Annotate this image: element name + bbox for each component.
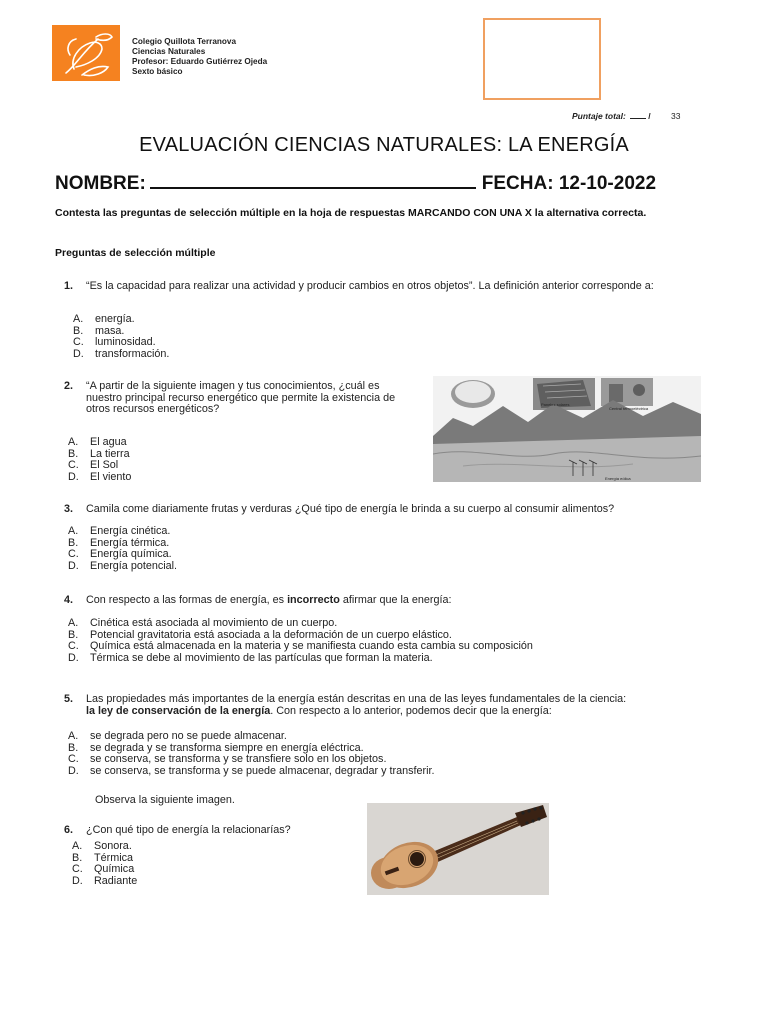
option-text: Térmica se debe al movimiento de las partículas que forman la materia. <box>90 651 433 664</box>
school-name: Colegio Quillota Terranova <box>132 37 237 46</box>
option-letter: C. <box>72 863 83 875</box>
option-text: energía. <box>95 313 135 325</box>
name-date-row <box>55 171 656 195</box>
question-5-options <box>68 731 434 777</box>
question-6-intro: Observa la siguiente imagen. <box>95 794 235 806</box>
question-4-options <box>68 618 533 664</box>
school-subject: Ciencias Naturales <box>132 47 206 56</box>
option-a[interactable] <box>72 841 137 853</box>
instructions: Contesta las preguntas de selección múltiple en la hoja de respuestas MARCANDO CON UNA X la alternativa correcta. <box>55 207 647 219</box>
option-letter: C. <box>68 548 79 560</box>
option-a[interactable] <box>73 314 169 326</box>
option-text: Sonora. <box>94 840 132 852</box>
option-letter: A. <box>72 840 83 852</box>
question-text: “A partir de la siguiente imagen y tus conocimientos, ¿cuál es nuestro principal recurso energético que permite la existencia de otros recursos energéticos? <box>86 380 396 415</box>
option-text: El agua <box>90 436 127 448</box>
option-text: El viento <box>90 470 132 483</box>
option-letter: D. <box>68 559 79 572</box>
question-text <box>86 694 746 717</box>
option-a[interactable] <box>68 618 533 630</box>
option-a[interactable] <box>68 437 131 449</box>
option-letter: D. <box>72 874 83 887</box>
option-d[interactable] <box>68 472 131 484</box>
question-1-options <box>73 314 169 360</box>
name-label: NOMBRE: <box>55 173 146 194</box>
option-text: El Sol <box>90 459 119 471</box>
option-d[interactable] <box>68 766 434 778</box>
option-c[interactable] <box>72 864 137 876</box>
option-text: se conserva, se transforma y se transfiere solo en los objetos. <box>90 753 387 765</box>
school-grade: Sexto básico <box>132 67 183 76</box>
text-part: . Con respecto a lo anterior, podemos decir que la energía: <box>270 704 552 717</box>
option-letter: D. <box>68 651 79 664</box>
option-c[interactable] <box>68 549 177 561</box>
leaf-logo-icon <box>52 25 120 81</box>
option-letter: B. <box>68 628 79 641</box>
score-line <box>572 110 680 121</box>
question-number: 4. <box>64 594 74 606</box>
option-text: Energía química. <box>90 548 172 560</box>
option-text: luminosidad. <box>95 336 156 348</box>
section-title: Preguntas de selección múltiple <box>55 247 216 259</box>
score-total: 33 <box>670 111 681 121</box>
option-letter: B. <box>68 741 79 754</box>
image-label: Energía eólica <box>605 476 631 481</box>
charango-icon <box>367 803 549 895</box>
option-text: Química <box>94 863 135 875</box>
score-separator: / <box>648 111 651 121</box>
question-number: 6. <box>64 824 74 836</box>
question-3-options <box>68 526 177 572</box>
charango-image <box>367 803 549 895</box>
text-part: afirmar que la energía: <box>339 594 452 606</box>
option-text: Potencial gravitatoria está asociada a la deformación de un cuerpo elástico. <box>90 628 452 641</box>
option-letter: B. <box>68 536 79 549</box>
image-label: Paneles solares <box>541 402 570 407</box>
option-letter: D. <box>73 347 84 360</box>
question-number: 2. <box>64 380 74 392</box>
school-info <box>132 37 267 77</box>
option-letter: A. <box>68 730 79 742</box>
question-text: “Es la capacidad para realizar una actividad y producir cambios en otros objetos”. La definición anterior corresponde a: <box>86 280 654 292</box>
question-number: 1. <box>64 280 74 292</box>
option-c[interactable] <box>68 754 434 766</box>
option-letter: A. <box>68 436 79 448</box>
option-text: masa. <box>95 324 125 337</box>
question-line-2 <box>86 706 746 718</box>
option-text: se degrada pero no se puede almacenar. <box>90 730 287 742</box>
score-label: Puntaje total: <box>572 111 626 121</box>
option-d[interactable] <box>68 561 177 573</box>
option-d[interactable] <box>73 349 169 361</box>
option-text: Energía térmica. <box>90 536 170 549</box>
option-text: se degrada y se transforma siempre en energía eléctrica. <box>90 741 364 754</box>
question-text: ¿Con qué tipo de energía la relacionarías? <box>86 824 291 836</box>
school-teacher: Profesor: Eduardo Gutiérrez Ojeda <box>132 57 268 66</box>
option-letter: B. <box>68 447 79 460</box>
question-number: 3. <box>64 503 74 515</box>
question-text <box>86 595 736 607</box>
page-title: EVALUACIÓN CIENCIAS NATURALES: LA ENERGÍA <box>139 134 629 156</box>
question-2-options <box>68 437 131 483</box>
option-a[interactable] <box>68 526 177 538</box>
option-letter: B. <box>72 851 83 864</box>
option-text: Cinética está asociada al movimiento de un cuerpo. <box>90 617 338 629</box>
emphasis-word: incorrecto <box>287 594 340 606</box>
option-text: se conserva, se transforma y se puede almacenar, degradar y transferir. <box>90 764 435 777</box>
option-text: La tierra <box>90 447 130 460</box>
option-text: transformación. <box>95 347 170 360</box>
option-letter: C. <box>68 640 79 652</box>
option-c[interactable] <box>68 460 131 472</box>
option-text: Radiante <box>94 874 138 887</box>
option-text: Química está almacenada en la materia y se manifiesta cuando esta cambia su composición <box>90 640 533 652</box>
option-letter: D. <box>68 470 79 483</box>
school-logo <box>52 25 120 81</box>
option-c[interactable] <box>73 337 169 349</box>
energy-landscape-image <box>433 376 701 482</box>
option-text: Energía cinética. <box>90 525 171 537</box>
text-part: Con respecto a las formas de energía, es <box>86 594 288 606</box>
option-d[interactable] <box>72 876 137 888</box>
question-text: Camila come diariamente frutas y verduras ¿Qué tipo de energía le brinda a su cuerpo al consumir alimentos? <box>86 503 615 515</box>
option-text: Energía potencial. <box>90 559 178 572</box>
option-letter: C. <box>68 753 79 765</box>
option-a[interactable] <box>68 731 434 743</box>
option-letter: C. <box>68 459 79 471</box>
image-label: Central termoeléctrica <box>609 406 649 411</box>
question-number: 5. <box>64 693 74 705</box>
question-line-1: Las propiedades más importantes de la energía están descritas en una de las leyes fundamentales de la ciencia: <box>86 693 627 705</box>
option-letter: D. <box>68 764 79 777</box>
question-6-options <box>72 841 137 887</box>
date-label: FECHA: 12-10-2022 <box>481 173 657 194</box>
grade-box <box>483 18 601 100</box>
option-d[interactable] <box>68 653 533 665</box>
option-letter: A. <box>73 313 84 325</box>
option-letter: C. <box>73 336 84 348</box>
option-letter: A. <box>68 617 79 629</box>
option-text: Térmica <box>94 851 133 864</box>
option-c[interactable] <box>68 641 533 653</box>
emphasis-phrase: la ley de conservación de la energía <box>86 704 271 717</box>
option-letter: A. <box>68 525 79 537</box>
name-blank[interactable] <box>150 171 476 189</box>
option-letter: B. <box>73 324 84 337</box>
score-blank[interactable] <box>630 110 646 119</box>
